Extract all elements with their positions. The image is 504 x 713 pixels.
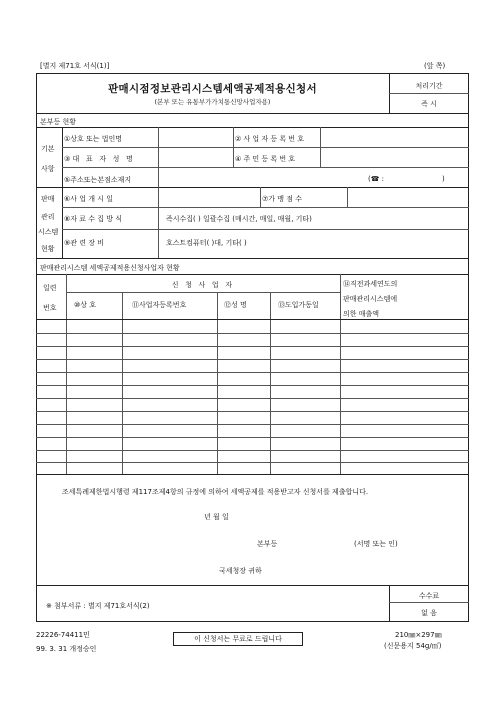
paper-size: 210㎜×297㎜ <box>395 631 442 639</box>
table-row <box>36 462 469 463</box>
col-sales-3: 의한 매출액 <box>343 310 380 318</box>
table-row <box>36 411 469 412</box>
phone-label: (☎ : <box>368 175 385 183</box>
basic-info-label-1: 기본 <box>41 145 55 153</box>
table-row <box>36 346 469 347</box>
data-collection-method-value: 즉시수집( ) 일괄수집 (매시간, 매일, 매월, 기타) <box>166 215 312 223</box>
basic-info-label-2: 사항 <box>41 165 55 173</box>
table-row <box>36 359 469 360</box>
declaration-signer: 본부등 <box>257 540 278 548</box>
system-status-label-4: 현황 <box>41 245 55 253</box>
declaration-text: 조세특례제한법시행령 제117조제4항의 규정에 의하여 세액공제를 적용받고자 신청서를 제출합니다. <box>62 488 369 496</box>
table-row <box>36 398 469 399</box>
table-row <box>36 424 469 425</box>
fee-label: 수수료 <box>418 592 440 600</box>
paper-type: (신문용지 54g/㎡) <box>384 642 442 650</box>
system-status-label-2: 관리 <box>41 213 55 221</box>
representative-name-label: ③대 표 자 성 명 <box>64 155 135 163</box>
fee-value: 없 음 <box>421 609 437 617</box>
table-row <box>36 450 469 451</box>
page-side: (앞 쪽) <box>424 62 446 70</box>
col-trade-name: ⑩상 호 <box>74 301 97 309</box>
business-start-date-label: ⑥사 업 개 시 일 <box>64 195 113 203</box>
free-notice: 이 신청서는 무료로 드립니다 <box>173 632 303 646</box>
company-name-label: ①상호 또는 법인명 <box>64 135 123 143</box>
table-row <box>36 333 469 334</box>
form-subtitle: (본부 또는 유통부가가치통신망사업자용) <box>154 98 271 106</box>
system-status-label-1: 판매 <box>41 195 55 203</box>
franchise-count-label: ⑦가 맹 점 수 <box>262 195 302 203</box>
processing-period-value: 즉 시 <box>421 100 437 108</box>
applicant-header: 신 청 사 업 자 <box>171 281 235 289</box>
address-label: ⑤주소또는본점소재지 <box>64 176 132 184</box>
form-number: [별지 제71호 서식(1)] <box>40 62 110 70</box>
col-name: ⑫성 명 <box>224 301 247 309</box>
equipment-label: ⑨관 련 장 비 <box>64 239 104 247</box>
approval-date: 99. 3. 31 개정승인 <box>36 645 97 653</box>
business-reg-no-label: ②사업자등록번호 <box>235 135 307 143</box>
signature-note: (서명 또는 인) <box>354 540 398 548</box>
table-row <box>36 437 469 438</box>
col-install-date: ⑬도입가동일 <box>278 301 319 309</box>
section-applicants-heading: 판매관리시스템 세액공제적용신청사업자 현황 <box>40 264 180 272</box>
resident-reg-no-label: ④주민등록번호 <box>235 155 298 163</box>
col-sales-1: ⑭직전과세연도의 <box>343 280 398 288</box>
col-business-reg-no: ⑪사업자등록번호 <box>132 301 187 309</box>
table-row <box>36 372 469 373</box>
system-status-label-3: 시스템 <box>38 228 59 236</box>
serial-no-label-2: 번호 <box>43 304 57 312</box>
equipment-value: 호스트컴퓨터( )대, 기타( ) <box>166 239 247 247</box>
addressee: 국세청장 귀하 <box>219 567 262 575</box>
data-collection-method-label: ⑧자 료 수 집 방 식 <box>64 215 122 223</box>
section-headquarters-heading: 본부등 현황 <box>40 118 77 126</box>
serial-no-label-1: 일련 <box>43 284 57 292</box>
form-code: 22226-74411민 <box>36 631 90 639</box>
attachment-note: ※ 첨부서류 : 별지 제71호서식(2) <box>46 602 150 610</box>
col-sales-2: 판매관리시스템에 <box>343 295 398 303</box>
form-title: 판매시점정보관리시스템세액공제적용신청서 <box>108 83 317 95</box>
processing-period-label: 처리기간 <box>415 82 443 90</box>
declaration-date: 년 월 일 <box>204 513 229 521</box>
phone-close: ) <box>442 175 445 183</box>
table-row <box>36 385 469 386</box>
